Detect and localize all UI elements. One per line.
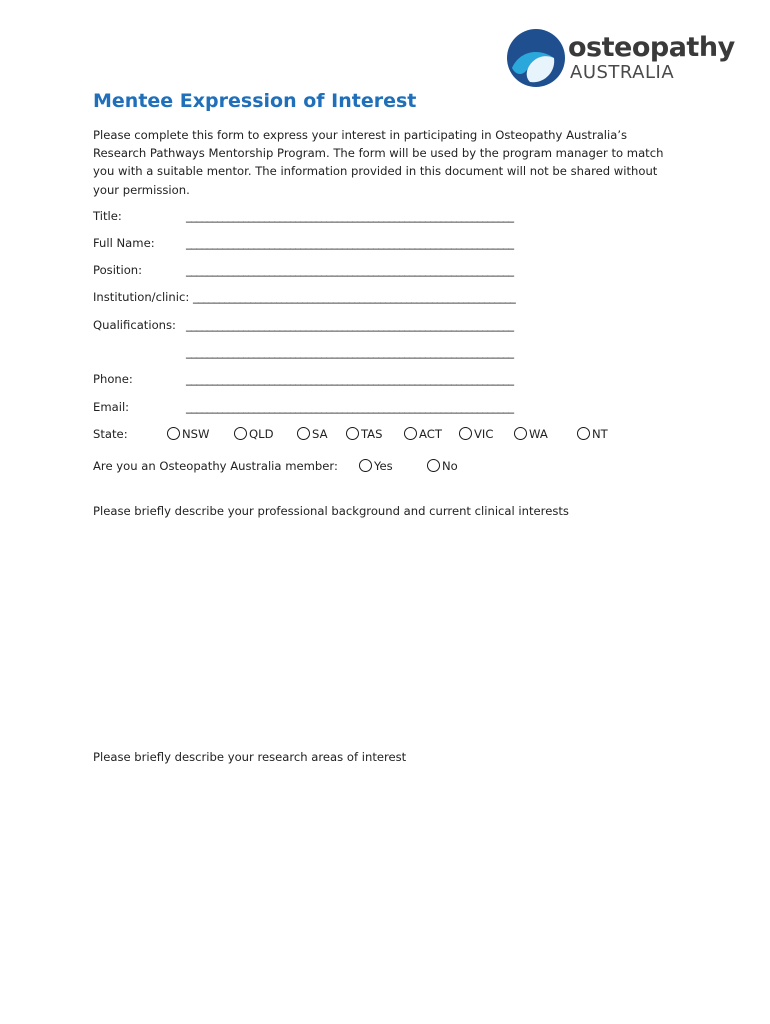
phone-label: Phone: (93, 372, 133, 386)
state-radio-wa[interactable] (514, 427, 548, 445)
state-radio-tas[interactable] (346, 427, 382, 445)
state-radio-qld[interactable] (234, 427, 274, 445)
institution-label: Institution/clinic: (93, 290, 190, 304)
logo-emblem-icon (506, 28, 566, 88)
state-label: State: (93, 427, 128, 441)
state-option-label: TAS (361, 427, 383, 441)
state-option-label: WA (529, 427, 548, 441)
logo-subtitle: AUSTRALIA (570, 62, 675, 83)
intro-paragraph: Please complete this form to express your interest in participating in Osteopathy Australia’s Research Pathways Mentorship Program. The form will be used by the program manager to match you with a suitable mentor. The information provided in this document will not be shared without your permission. (93, 128, 664, 197)
radio-circle-icon (514, 427, 527, 440)
radio-circle-icon (167, 427, 180, 440)
fullname-label: Full Name: (93, 236, 155, 250)
state-radio-nsw[interactable] (167, 427, 210, 445)
qualifications-label: Qualifications: (93, 318, 176, 332)
research-prompt: Please briefly describe your research areas of interest (93, 750, 407, 764)
institution-field[interactable]: ______________________________________________________________ (193, 290, 516, 304)
state-radio-sa[interactable] (297, 427, 328, 445)
qualifications-field-2[interactable]: _______________________________________________________________ (186, 345, 514, 359)
state-radio-nt[interactable] (577, 427, 608, 445)
radio-circle-icon (404, 427, 417, 440)
member-radio-yes[interactable] (359, 459, 393, 477)
radio-circle-icon (459, 427, 472, 440)
radio-circle-icon (359, 459, 372, 472)
state-radio-act[interactable] (404, 427, 442, 445)
member-label: Are you an Osteopathy Australia member: (93, 459, 338, 473)
member-option-label: No (442, 459, 458, 473)
state-option-label: SA (312, 427, 328, 441)
qualifications-field[interactable]: _______________________________________________________________ (186, 318, 514, 332)
background-prompt: Please briefly describe your professional background and current clinical interests (93, 504, 569, 518)
state-option-label: NSW (182, 427, 210, 441)
state-option-label: ACT (419, 427, 442, 441)
state-option-label: VIC (474, 427, 494, 441)
position-label: Position: (93, 263, 143, 277)
osteopathy-australia-logo (506, 28, 735, 90)
member-radio-no[interactable] (427, 459, 458, 477)
member-option-label: Yes (374, 459, 393, 473)
state-option-label: NT (592, 427, 608, 441)
email-label: Email: (93, 400, 130, 414)
state-radio-vic[interactable] (459, 427, 493, 445)
logo-wordmark: osteopathy (568, 32, 735, 63)
fullname-field[interactable]: _______________________________________________________________ (186, 236, 514, 250)
radio-circle-icon (427, 459, 440, 472)
position-field[interactable]: _______________________________________________________________ (186, 263, 514, 277)
phone-field[interactable]: _______________________________________________________________ (186, 372, 514, 386)
radio-circle-icon (577, 427, 590, 440)
radio-circle-icon (234, 427, 247, 440)
radio-circle-icon (297, 427, 310, 440)
member-row (93, 459, 493, 477)
title-label: Title: (93, 209, 122, 223)
page-title: Mentee Expression of Interest (93, 90, 417, 112)
state-option-label: QLD (249, 427, 274, 441)
title-field[interactable]: _______________________________________________________________ (186, 209, 514, 223)
radio-circle-icon (346, 427, 359, 440)
email-field[interactable]: _______________________________________________________________ (186, 400, 514, 414)
state-row (93, 427, 633, 445)
